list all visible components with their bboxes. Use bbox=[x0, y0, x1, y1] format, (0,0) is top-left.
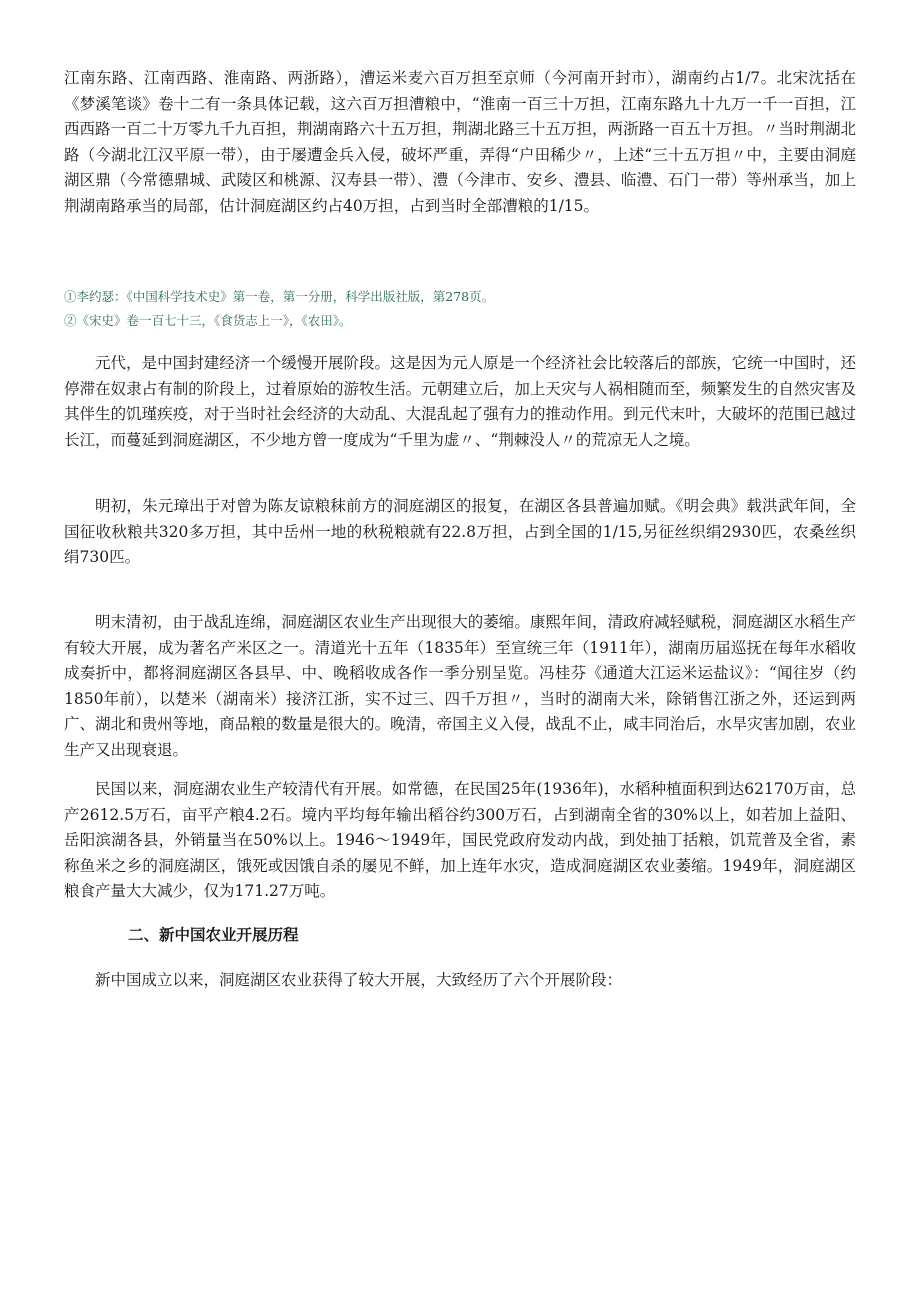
paragraph-yuan-dynasty: 元代，是中国封建经济一个缓慢开展阶段。这是因为元人原是一个经济社会比较落后的部族，它统一中国时，还停滞在奴隶占有制的阶段上，过着原始的游牧生活。元朝建立后，加上天灾与人祸相随而至，频繁发生的自然灾害及其伴生的饥瑾疾疫，对于当时社会经济的大动乱、大混乱起了强有力的推动作用。到元代末叶，大破坏的范围已越过长江，而蔓延到洞庭湖区，不少地方曾一度成为“千里为虚〃、“荆棘没人〃的荒凉无人之境。 bbox=[64, 354, 856, 449]
paragraph-republic-era: 民国以来，洞庭湖农业生产较清代有开展。如常德，在民国25年(1936年)，水稻种植面积到达62170万亩，总产2612.5万石，亩平产粮4.2石。境内平均每年输出稻谷约300万石，占到湖南全省的30%以上，如若加上益阳、岳阳滨湖各县，外销量当在50%以上。1946〜1949年，国民党政府发动内战，到处抽丁括粮，饥荒普及全省，素称鱼米之乡的洞庭湖区，饿死或因饿自杀的屡见不鲜，加上连年水灾，造成洞庭湖区农业萎缩。1949年，洞庭湖区粮食产量大大减少，仅为171.27万吨。 bbox=[64, 780, 856, 900]
footnote-1: ①李约瑟：《中国科学技术史》第一卷，第一分册，科学出版社版，第278页。 bbox=[64, 289, 495, 304]
paragraph-new-china-intro: 新中国成立以来，洞庭湖区农业获得了较大开展，大致经历了六个开展阶段： bbox=[95, 971, 623, 989]
paragraph-ming-qing: 明末清初，由于战乱连绵，洞庭湖区农业生产出现很大的萎缩。康熙年间，清政府减轻赋税，洞庭湖区水稻生产有较大开展，成为著名产米区之一。清道光十五年（1835年）至宣统三年（1911年），湖南历届巡抚在每年水稻收成奏折中，都将洞庭湖区各县早、中、晚稻收成各作一季分别呈览。冯桂芬《通道大江运米运盐议》：“闻往岁（约1850年前），以楚米（湖南米）接济江浙，实不过三、四千万担〃，当时的湖南大米，除销售江浙之外，还运到两广、湖北和贵州等地，商品粮的数量是很大的。晚清，帝国主义入侵，战乱不止，咸丰同治后，水旱灾害加剧，农业生产又出现衰退。 bbox=[64, 613, 856, 759]
section-heading: 二、新中国农业开展历程 bbox=[128, 925, 299, 944]
paragraph-song-grain-transport: 江南东路、江南西路、淮南路、两浙路），漕运米麦六百万担至京师（今河南开封市），湖南约占1/7。北宋沈括在《梦溪笔谈》卷十二有一条具体记载，这六百万担漕粮中，“淮南一百三十万担，江南东路九十九万一千一百担，江西西路一百二十万零九千九百担，荆湖南路六十五万担，荆湖北路三十五万担，两浙路一百五十万担。〃当时荆湖北路（今湖北江汉平原一带），由于屡遭金兵入侵，破坏严重，弄得“户田稀少〃，上述“三十五万担〃中，主要由洞庭湖区鼎（今常德鼎城、武陵区和桃源、汉寿县一带）、澧（今津市、安乡、澧县、临澧、石门一带）等州承当，加上荆湖南路承当的局部，估计洞庭湖区约占40万担，占到当时全部漕粮的1/15。 bbox=[64, 69, 856, 215]
paragraph-early-ming: 明初，朱元璋出于对曾为陈友谅粮秣前方的洞庭湖区的报复，在湖区各县普遍加赋。《明会典》载洪武年间，全国征收秋粮共320多万担，其中岳州一地的秋税粮就有22.8万担，占到全国的1/15,另征丝织绢2930匹，农桑丝织绢730匹。 bbox=[64, 497, 856, 566]
footnote-2: ②《宋史》卷一百七十三，《食货志上一》，《农田》。 bbox=[64, 313, 352, 328]
